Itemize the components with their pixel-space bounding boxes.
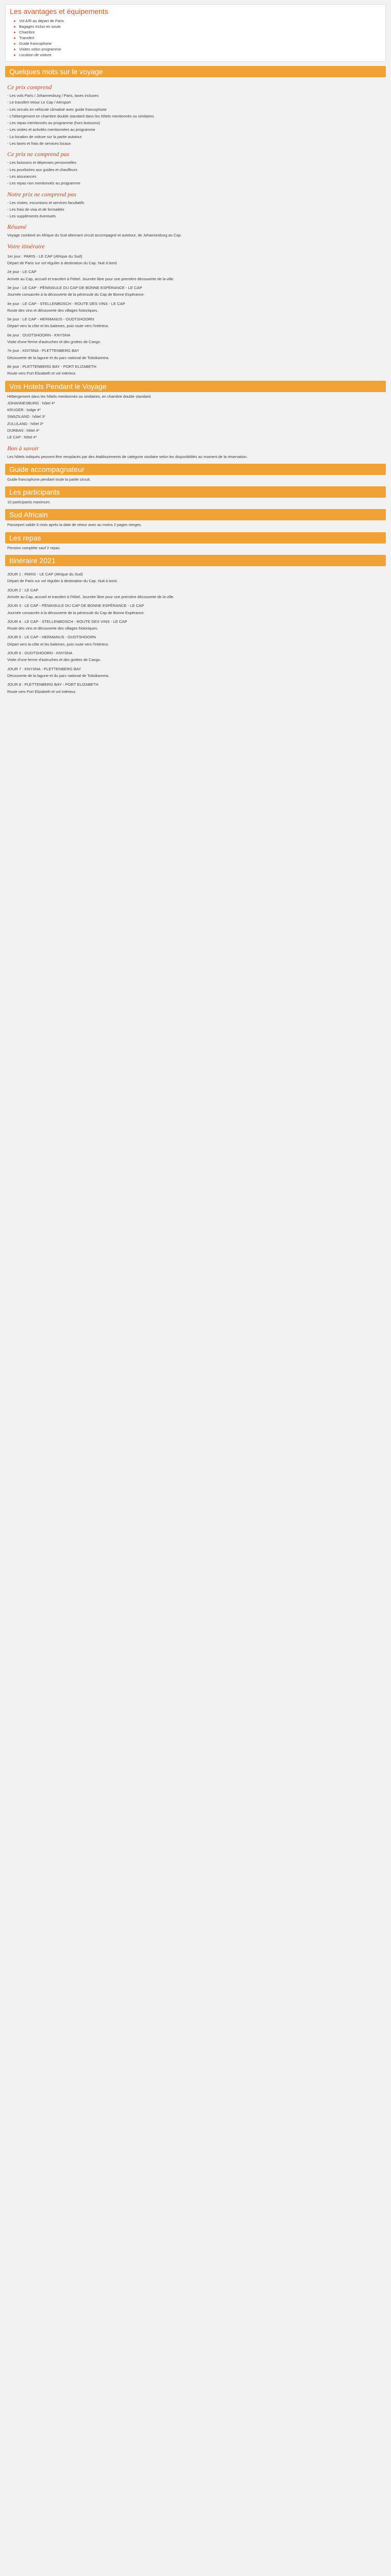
detail-day-title xyxy=(7,651,384,656)
price-excludes-line: - Les suppléments éventuels xyxy=(7,214,56,219)
participants-text: 10 participants maximum. xyxy=(7,500,51,505)
section-bar-itinerary: Itinéraire 2021 xyxy=(5,555,386,566)
summary-day-name: PLETTENBERG BAY - PORT ELIZABETH xyxy=(22,364,96,369)
hotel-line: LE CAP : hôtel 4* xyxy=(7,435,37,440)
about-content xyxy=(5,77,386,377)
summary-title: Résumé xyxy=(7,223,27,231)
detail-day-text: Arrivée au Cap, accueil et transfert à l'hôtel. Journée libre pour une première découverte de la ville. xyxy=(7,594,174,599)
included-line: - Le transfert retour Le Cap / Aéroport xyxy=(7,100,71,105)
summary-day-name: LE CAP - PÉNINSULE DU CAP DE BONNE ESPÉRANCE - LE CAP xyxy=(22,285,142,290)
section-bar-participants: Les participants xyxy=(5,486,386,498)
summary-day-text: Départ vers la côte et les baleines, puis route vers l'intérieur. xyxy=(7,324,109,329)
section-bar-about: Quelques mots sur le voyage xyxy=(5,66,386,77)
hotels-content xyxy=(5,392,386,460)
good-to-know-title: Bon à savoir xyxy=(7,444,39,452)
highlight-item: Bagages inclus en soute xyxy=(14,24,381,29)
summary-day-name: KNYSNA - PLETTENBERG BAY xyxy=(22,348,79,353)
highlight-item: Vol A/R au départ de Paris xyxy=(14,18,381,24)
hotel-line: KRUGER : lodge 4* xyxy=(7,408,41,413)
section-bar-guide: Guide accompagnateur xyxy=(5,464,386,475)
meals-text: Pension complète sauf 2 repas. xyxy=(7,545,61,550)
summary-day-label: 3e jour : xyxy=(7,285,22,290)
summary-day xyxy=(7,317,384,329)
detail-day-label: JOUR 4 : xyxy=(7,619,24,624)
price-excludes-line: - Les visites, excursions et services facultatifs xyxy=(7,200,85,205)
detail-day-title xyxy=(7,635,384,640)
itinerary-summary-title: Votre itinéraire xyxy=(7,242,45,250)
summary-day xyxy=(7,364,384,377)
good-to-know-text: Les hôtels indiqués peuvent être remplacés par des établissements de catégorie similaire selon les disponibilités au moment de la réservation. xyxy=(7,454,248,459)
detail-day-label: JOUR 7 : xyxy=(7,666,24,671)
highlight-item: Chambre xyxy=(14,29,381,35)
summary-day-title xyxy=(7,333,384,338)
not-included-line: - Les repas non mentionnés au programme xyxy=(7,181,80,186)
detail-day-label: JOUR 6 : xyxy=(7,651,24,656)
guide-text: Guide francophone pendant toute la partie circuit. xyxy=(7,477,91,482)
summary-day-title xyxy=(7,269,384,275)
detail-day-label: JOUR 5 : xyxy=(7,635,24,640)
included-line: - Les repas mentionnés au programme (hors boissons) xyxy=(7,121,100,126)
section-bar-meals: Les repas xyxy=(5,532,386,544)
summary-day-label: 8e jour : xyxy=(7,364,22,369)
highlight-item: Transfert xyxy=(14,35,381,41)
price-excludes-list xyxy=(7,200,384,219)
price-excludes-title: Notre prix ne comprend pas xyxy=(7,190,76,198)
detail-day-name: OUDTSHOORN - KNYSNA xyxy=(24,651,73,656)
included-title: Ce prix comprend xyxy=(7,83,52,91)
summary-day xyxy=(7,254,384,266)
summary-day-title xyxy=(7,285,384,291)
summary-day-text: Arrivée au Cap, accueil et transfert à l'hôtel. Journée libre pour une première découverte de la ville. xyxy=(7,276,174,281)
highlights-panel xyxy=(5,4,386,62)
section-bar-formalities: Sud Africain xyxy=(5,509,386,520)
hotel-line: ZULULAND : hôtel 3* xyxy=(7,421,44,426)
highlight-item: Location de voiture xyxy=(14,52,381,58)
detail-day-name: PARIS - LE CAP (Afrique du Sud) xyxy=(24,572,83,577)
summary-day xyxy=(7,333,384,345)
itinerary-summary-list xyxy=(7,254,384,377)
detail-day xyxy=(7,603,384,616)
detail-day-text: Départ vers la côte et les baleines, puis route vers l'intérieur. xyxy=(7,641,109,647)
highlights-title: Les avantages et équipements xyxy=(10,7,108,15)
summary-day-label: 6e jour : xyxy=(7,332,22,337)
detail-day-name: PLETTENBERG BAY - PORT ELIZABETH xyxy=(24,682,99,687)
summary-day-label: 1er jour : xyxy=(7,253,23,259)
detail-day-text: Visite d'une ferme d'autruches et des grottes de Cango. xyxy=(7,657,101,663)
guide-content xyxy=(5,475,386,482)
hotel-line: DURBAN : hôtel 4* xyxy=(7,428,40,433)
summary-day-text: Départ de Paris sur vol régulier à destination du Cap. Nuit à bord. xyxy=(7,261,118,266)
summary-day-title xyxy=(7,348,384,353)
detail-day xyxy=(7,682,384,694)
not-included-list xyxy=(7,160,384,186)
summary-day-name: LE CAP - STELLENBOSCH - ROUTE DES VINS - LE CAP xyxy=(22,301,125,306)
summary-day xyxy=(7,269,384,282)
not-included-title: Ce prix ne comprend pas xyxy=(7,150,70,158)
formalities-content xyxy=(5,520,386,528)
summary-day-name: OUDTSHOORN - KNYSNA xyxy=(22,332,71,337)
summary-day-label: 7e jour : xyxy=(7,348,22,353)
detail-day-text: Départ de Paris sur vol régulier à destination du Cap. Nuit à bord. xyxy=(7,579,118,584)
detail-day xyxy=(7,619,384,632)
detail-day-label: JOUR 1 : xyxy=(7,572,24,577)
detail-day-name: LE CAP - PÉNINSULE DU CAP DE BONNE ESPÉRANCE - LE CAP xyxy=(24,603,144,608)
included-line: - Les vols Paris / Johannesburg / Paris, taxes incluses xyxy=(7,93,99,98)
detail-day-text: Découverte de la lagune et du parc national de Tsitsikamma. xyxy=(7,673,109,678)
meals-content xyxy=(5,544,386,551)
summary-day-text: Visite d'une ferme d'autruches et des grottes de Cango. xyxy=(7,340,101,345)
highlight-item: Visites selon programme xyxy=(14,46,381,52)
detail-day-text: Journée consacrée à la découverte de la péninsule du Cap de Bonne Espérance. xyxy=(7,610,145,615)
page-wrapper xyxy=(5,0,386,696)
section-bar-hotels: Vos Hotels Pendant le Voyage xyxy=(5,381,386,392)
detail-day-name: LE CAP - HERMANUS - OUDTSHOORN xyxy=(24,635,96,640)
detail-day-title xyxy=(7,682,384,687)
summary-day xyxy=(7,301,384,314)
detail-day-text: Route des vins et découverte des villages historiques. xyxy=(7,626,99,631)
detail-day-title xyxy=(7,572,384,577)
price-excludes-line: - Les frais de visa et de formalités xyxy=(7,207,64,212)
summary-day-title xyxy=(7,364,384,369)
summary-day-text: Route des vins et découverte des villages historiques. xyxy=(7,308,99,313)
hotel-line: SWAZILAND : hôtel 3* xyxy=(7,414,46,419)
detail-day-label: JOUR 2 : xyxy=(7,587,24,592)
detail-day xyxy=(7,651,384,663)
hotels-list xyxy=(7,401,384,440)
included-line: - Les visites et activités mentionnées au programme xyxy=(7,127,95,132)
highlights-list xyxy=(10,18,381,58)
included-line: - La location de voiture sur la partie autotour xyxy=(7,134,82,139)
detail-day-name: KNYSNA - PLETTENBERG BAY xyxy=(24,666,82,671)
included-line: - L'hébergement en chambre double standard dans les hôtels mentionnés ou similaires xyxy=(7,113,154,118)
formalities-text: Passeport valide 6 mois après la date de retour avec au moins 2 pages vierges. xyxy=(7,522,142,528)
not-included-line: - Les assurances xyxy=(7,174,37,179)
summary-day-title xyxy=(7,317,384,322)
highlight-item: Guide francophone xyxy=(14,41,381,46)
summary-day xyxy=(7,285,384,298)
summary-day-label: 5e jour : xyxy=(7,317,22,322)
summary-day-title xyxy=(7,254,384,259)
detail-day-name: LE CAP - STELLENBOSCH - ROUTE DES VINS - LE CAP xyxy=(24,619,127,624)
detail-day xyxy=(7,572,384,584)
detail-day xyxy=(7,635,384,647)
summary-day xyxy=(7,348,384,361)
included-line: - Les circuits en véhicule climatisé avec guide francophone xyxy=(7,107,107,112)
summary-day-name: LE CAP - HERMANUS - OUDTSHOORN xyxy=(22,317,94,322)
summary-day-label: 2e jour : xyxy=(7,269,22,275)
detail-day-title xyxy=(7,588,384,593)
itinerary-detail-list xyxy=(5,566,386,694)
included-line: - Les taxes et frais de services locaux xyxy=(7,141,71,146)
hotels-intro: Hébergement dans les hôtels mentionnés ou similaires, en chambre double standard. xyxy=(7,394,152,399)
detail-day-label: JOUR 3 : xyxy=(7,603,24,608)
detail-day-title xyxy=(7,667,384,672)
summary-text: Voyage combiné en Afrique du Sud alternant circuit accompagné et autotour, de Johannesburg au Cap. xyxy=(7,233,182,238)
summary-day-title xyxy=(7,301,384,307)
summary-day-name: PARIS - LE CAP (Afrique du Sud) xyxy=(24,253,83,259)
summary-day-name: LE CAP xyxy=(22,269,37,275)
detail-day-name: LE CAP xyxy=(24,587,39,592)
summary-day-text: Découverte de la lagune et du parc national de Tsitsikamma. xyxy=(7,355,109,360)
not-included-line: - Les boissons et dépenses personnelles xyxy=(7,160,76,165)
summary-day-label: 4e jour : xyxy=(7,301,22,306)
not-included-line: - Les pourboires aux guides et chauffeurs xyxy=(7,167,77,172)
summary-day-text: Route vers Port Elizabeth et vol intérieur. xyxy=(7,371,76,376)
detail-day-title xyxy=(7,603,384,608)
hotel-line: JOHANNESBURG : hôtel 4* xyxy=(7,400,55,405)
participants-content xyxy=(5,498,386,505)
detail-day xyxy=(7,667,384,679)
summary-day-text: Journée consacrée à la découverte de la péninsule du Cap de Bonne Espérance. xyxy=(7,292,145,297)
detail-day xyxy=(7,588,384,600)
detail-day-label: JOUR 8 : xyxy=(7,682,24,687)
included-list xyxy=(7,93,384,146)
detail-day-title xyxy=(7,619,384,624)
detail-day-text: Route vers Port Elizabeth et vol intérieur. xyxy=(7,689,76,694)
